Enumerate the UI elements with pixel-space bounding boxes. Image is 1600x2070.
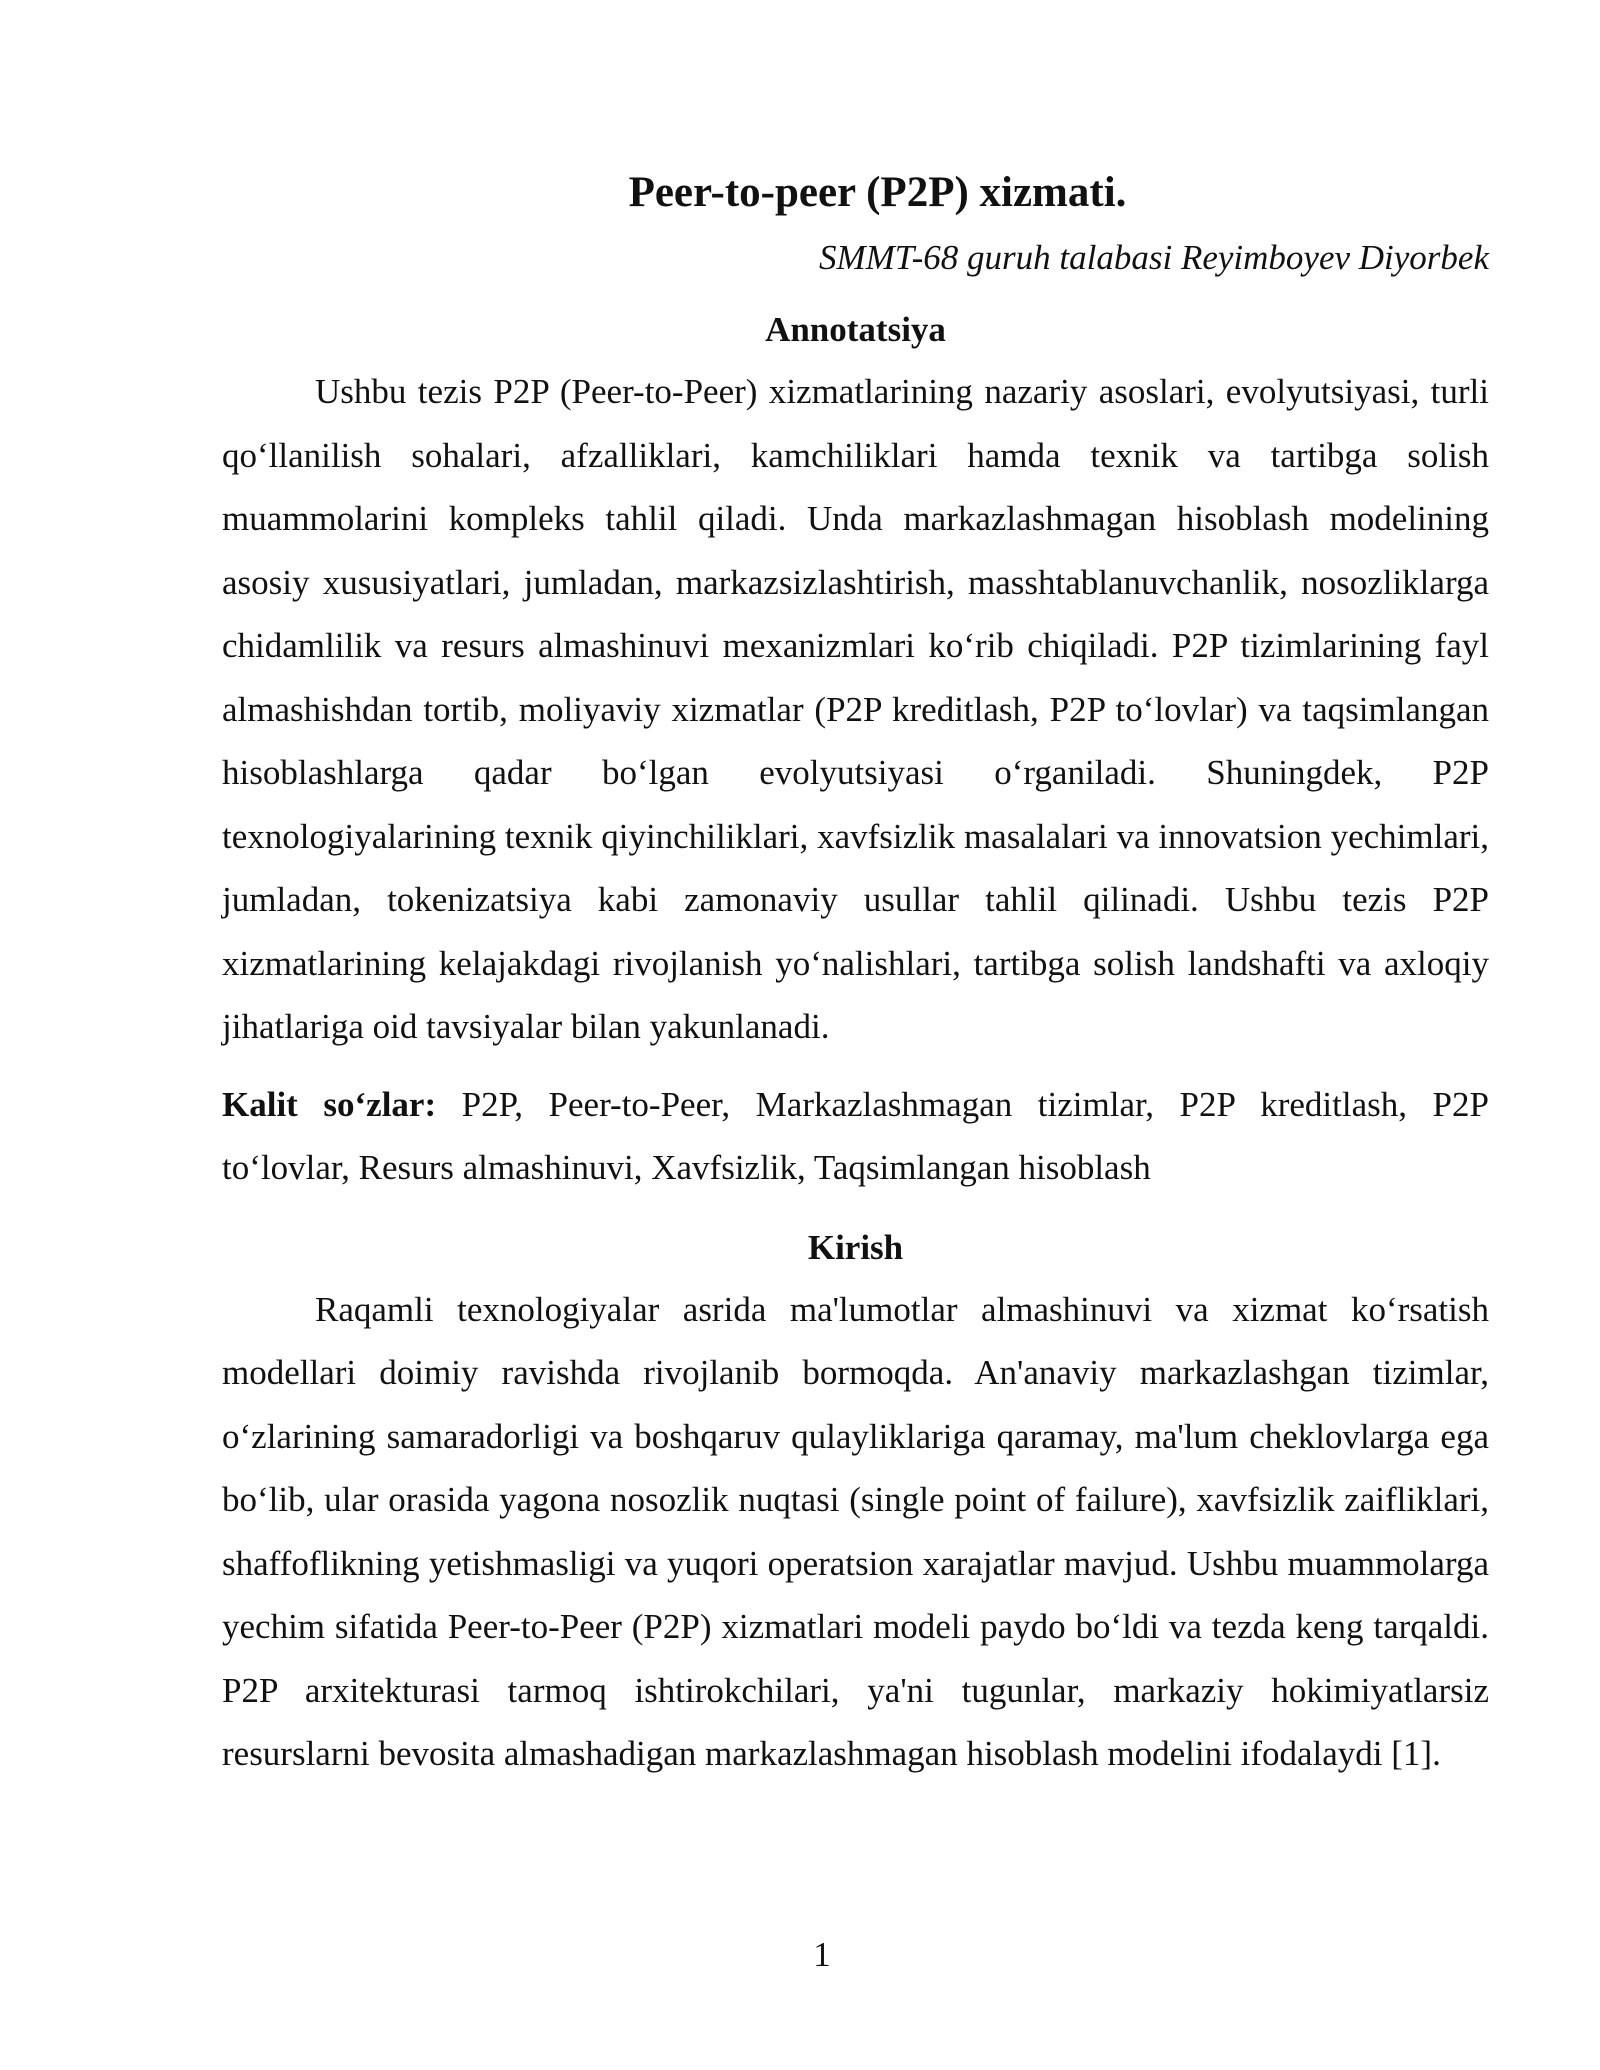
keywords-label: Kalit so‘zlar: <box>222 1084 437 1124</box>
introduction-paragraph: Raqamli texnologiyalar asrida ma'lumotlar almashinuvi va xizmat ko‘rsatish modellari doimiy ravishda rivojlanib bormoqda. An'anaviy markazlashgan tizimlar, o‘zlarining samaradorligi va boshqaruv qulayliklariga qaramay, ma'lum cheklovlarga ega bo‘lib, ular orasida yagona nosozlik nuqtasi (single point of failure), xavfsizlik zaifliklari, shaffoflikning yetishmasligi va yuqori operatsion xarajatlar mavjud. Ushbu muammolarga yechim sifatida Peer-to-Peer (P2P) xizmatlari modeli paydo bo‘ldi va tezda keng tarqaldi. P2P arxitekturasi tarmoq ishtirokchilari, ya'ni tugunlar, markaziy hokimiyatlarsiz resurslarni bevosita almashadigan markazlashmagan hisoblash modelini ifodalaydi [1]. <box>222 1289 1489 1773</box>
annotation-paragraph: Ushbu tezis P2P (Peer-to-Peer) xizmatlarining nazariy asoslari, evolyutsiyasi, turli qo‘llanilish sohalari, afzalliklari, kamchiliklari hamda texnik va tartibga solish muammolarini kompleks tahlil qiladi. Unda markazlashmagan hisoblash modelining asosiy xususiyatlari, jumladan, markazsizlashtirish, masshtablanuvchanlik, nosozliklarga chidamlilik va resurs almashinuvi mexanizmlari ko‘rib chiqiladi. P2P tizimlarining fayl almashishdan tortib, moliyaviy xizmatlar (P2P kreditlash, P2P to‘lovlar) va taqsimlangan hisoblashlarga qadar bo‘lgan evolyutsiyasi o‘rganiladi. Shuningdek, P2P texnologiyalarining texnik qiyinchiliklari, xavfsizlik masalalari va innovatsion yechimlari, jumladan, tokenizatsiya kabi zamonaviy usullar tahlil qilinadi. Ushbu tezis P2P xizmatlarining kelajakdagi rivojlanish yo‘nalishlari, tartibga solish landshafti va axloqiy jihatlariga oid tavsiyalar bilan yakunlanadi. <box>222 372 1489 1046</box>
annotation-heading: Annotatsiya <box>765 310 946 349</box>
keywords-paragraph <box>222 1073 1489 1200</box>
document-title: Peer-to-peer (P2P) xizmati. <box>628 169 1127 216</box>
page-number: 1 <box>813 1935 831 1974</box>
document-body <box>222 162 1489 1786</box>
introduction-heading: Kirish <box>807 1227 904 1267</box>
author-line: SMMT-68 guruh talabasi Reyimboyev Diyorbek <box>818 238 1489 277</box>
keywords-text: P2P, Peer-to-Peer, Markazlashmagan tizimlar, P2P kreditlash, P2P to‘lovlar, Resurs almashinuvi, Xavfsizlik, Taqsimlangan hisoblash <box>222 1084 1489 1187</box>
